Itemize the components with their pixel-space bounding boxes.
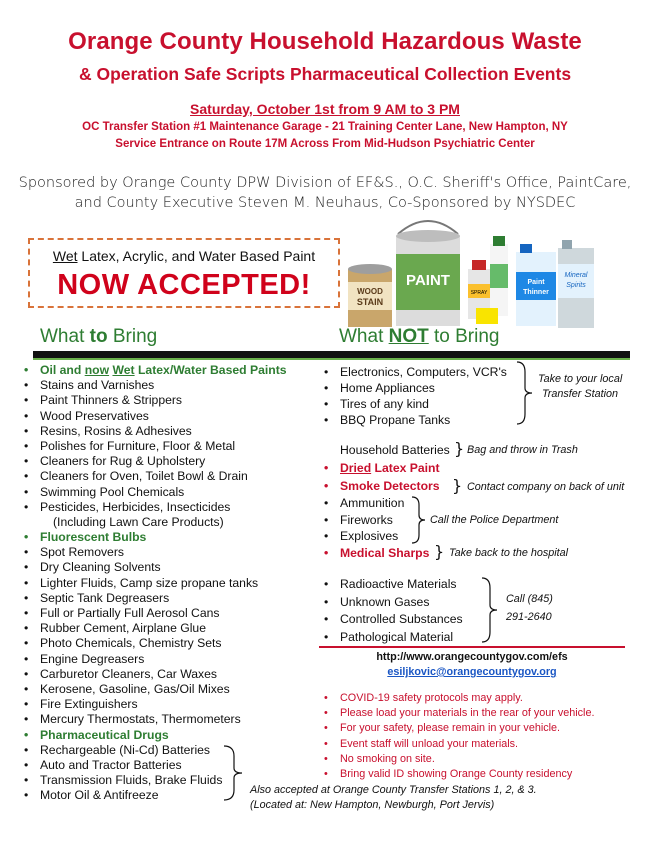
- list-item: • Mercury Thermostats, Thermometers: [21, 712, 287, 727]
- page-subtitle: & Operation Safe Scripts Pharmaceutical Collection Events: [78, 64, 572, 84]
- transfer-note-a: Take to your local: [538, 373, 623, 385]
- transfer-note-b: Transfer Station: [542, 388, 619, 400]
- paint-types-text: Latex, Acrylic, and Water Based Paint: [77, 248, 316, 264]
- list-item: • Stains and Varnishes: [21, 378, 287, 393]
- spray-can-icon: [468, 236, 508, 324]
- notbring-heading-a: What: [339, 326, 389, 347]
- list-item: • Explosives: [321, 528, 404, 545]
- brace-icon: [515, 360, 535, 426]
- list-item: • Paint Thinners & Strippers: [21, 393, 287, 408]
- bring-heading-b: to: [89, 326, 108, 347]
- event-entrance: Service Entrance on Route 17M Across From Mid-Hudson Psychiatric Center: [115, 138, 535, 150]
- sponsors: [10, 173, 640, 213]
- list-item: • Auto and Tractor Batteries: [21, 758, 287, 773]
- list-item: • Bring valid ID showing Orange County residency: [321, 767, 594, 782]
- batteries-note: Bag and throw in Trash: [467, 444, 578, 456]
- list-item: • Septic Tank Degreasers: [21, 591, 287, 606]
- stain-label-b: STAIN: [356, 297, 384, 307]
- list-item: • Photo Chemicals, Chemistry Sets: [21, 636, 287, 651]
- brace-icon: [480, 576, 500, 644]
- sponsors-line-1: Sponsored by Orange County DPW Division of EF&S., O.C. Sheriff's Office, PaintCare,: [18, 175, 632, 191]
- notbring-heading-c: to Bring: [428, 326, 500, 347]
- list-item-sub: (Including Lawn Care Products): [53, 514, 224, 529]
- list-item: • Radioactive Materials: [321, 576, 463, 594]
- list-item: • Smoke Detectors: [321, 479, 440, 494]
- call-note-b: 291-2640: [506, 611, 552, 623]
- paint-can-icon: [396, 221, 460, 326]
- thinner-label-b: Thinner: [523, 289, 549, 296]
- paint-types: [30, 248, 338, 264]
- thinner-label-a: Paint: [527, 279, 545, 286]
- list-item: • Carburetor Cleaners, Car Waxes: [21, 667, 287, 682]
- list-item: • Please load your materials in the rear of your vehicle.: [321, 706, 594, 721]
- call-note-a: Call (845): [506, 593, 553, 605]
- not-bring-red-1: [321, 461, 440, 476]
- list-item: • Oil and now Wet Latex/Water Based Paints: [21, 363, 287, 378]
- bring-heading-a: What: [40, 326, 90, 347]
- brace-icon: }: [434, 542, 445, 561]
- list-item: • Tires of any kind: [321, 396, 507, 412]
- mineral-spirits-can-icon: [558, 240, 594, 328]
- stain-can-icon: [348, 264, 392, 327]
- list-item: • Spot Removers: [21, 545, 287, 560]
- list-item: • Unknown Gases: [321, 594, 463, 612]
- list-item: • Kerosene, Gasoline, Gas/Oil Mixes: [21, 682, 287, 697]
- list-item: • Pesticides, Herbicides, Insecticides: [21, 500, 287, 515]
- list-item: • Dry Cleaning Solvents: [21, 560, 287, 575]
- spirits-label-a: Mineral: [564, 272, 588, 279]
- list-item: • Medical Sharps: [321, 546, 429, 561]
- also-accepted-line-2: (Located at: New Hampton, Newburgh, Port Jervis): [250, 799, 495, 811]
- not-bring-group-3: [321, 495, 404, 545]
- what-not-to-bring-heading: [339, 326, 500, 348]
- list-item: • Cleaners for Oven, Toilet Bowl & Drain: [21, 469, 287, 484]
- stain-label-a: WOOD: [357, 287, 383, 296]
- event-date: Saturday, October 1st from 9 AM to 3 PM: [190, 101, 460, 117]
- list-item: • Rubber Cement, Airplane Glue: [21, 621, 287, 636]
- list-item: • Transmission Fluids, Brake Fluids: [21, 773, 287, 788]
- list-item: • Lighter Fluids, Camp size propane tanks: [21, 576, 287, 591]
- notbring-heading-b: NOT: [388, 326, 429, 347]
- paint-label: PAINT: [406, 272, 450, 289]
- list-item: • Resins, Rosins & Adhesives: [21, 424, 287, 439]
- list-item: • Home Appliances: [321, 380, 507, 396]
- list-item: • Wood Preservatives: [21, 409, 287, 424]
- list-item: • Pathological Material: [321, 629, 463, 647]
- list-item: • No smoking on site.: [321, 752, 594, 767]
- thinner-can-icon: [516, 244, 556, 326]
- list-item: • Fluorescent Bulbs: [21, 530, 287, 545]
- list-item: • For your safety, please remain in your vehicle.: [321, 721, 594, 736]
- sponsors-line-2: and County Executive Steven M. Neuhaus, Co-Sponsored by NYSDEC: [74, 195, 576, 211]
- list-item: • BBQ Propane Tanks: [321, 412, 507, 428]
- page-title: Orange County Household Hazardous Waste: [68, 28, 582, 55]
- website-link[interactable]: http://www.orangecountygov.com/efs: [376, 651, 568, 663]
- spray-label: SPRAY: [470, 290, 488, 296]
- event-notes: [321, 691, 594, 782]
- not-bring-red-2: [321, 479, 440, 494]
- list-item: • Polishes for Furniture, Floor & Metal: [21, 439, 287, 454]
- now-accepted: NOW ACCEPTED!: [57, 269, 311, 301]
- list-item: • Motor Oil & Antifreeze: [21, 788, 287, 803]
- list-item: • Fireworks: [321, 512, 404, 529]
- wet-word: Wet: [52, 248, 78, 264]
- also-accepted-line-1: Also accepted at Orange County Transfer Stations 1, 2, & 3.: [250, 784, 537, 796]
- brace-icon: }: [454, 439, 465, 458]
- list-item: • Dried Latex Paint: [321, 461, 440, 476]
- brace-icon: }: [452, 476, 463, 495]
- list-item: • Engine Degreasers: [21, 652, 287, 667]
- list-item: • Electronics, Computers, VCR's: [321, 364, 507, 380]
- brace-icon: [222, 744, 246, 802]
- list-item: • Swimming Pool Chemicals: [21, 485, 287, 500]
- list-item: • Full or Partially Full Aerosol Cans: [21, 606, 287, 621]
- list-item: • Event staff will unload your materials.: [321, 737, 594, 752]
- list-item: • Fire Extinguishers: [21, 697, 287, 712]
- brace-icon: [410, 495, 428, 545]
- spirits-label-b: Spirits: [566, 282, 586, 289]
- not-bring-group-1: [321, 364, 507, 428]
- paint-products-image: [340, 214, 595, 332]
- not-bring-group-4: [321, 576, 463, 646]
- section-divider-bar: [33, 351, 630, 360]
- red-divider: [319, 646, 625, 648]
- event-location: OC Transfer Station #1 Maintenance Garage - 21 Training Center Lane, New Hampton, NY: [82, 121, 568, 133]
- smoke-note: Contact company on back of unit: [467, 481, 625, 493]
- sharps-note: Take back to the hospital: [449, 547, 569, 559]
- police-note: Call the Police Department: [430, 514, 559, 526]
- list-item: • COVID-19 safety protocols may apply.: [321, 691, 594, 706]
- bring-list: [21, 363, 287, 803]
- what-to-bring-heading: [40, 326, 157, 348]
- list-item: • Controlled Substances: [321, 611, 463, 629]
- list-item: • Cleaners for Rug & Upholstery: [21, 454, 287, 469]
- email-link[interactable]: esiljkovic@orangecountygov.org: [387, 666, 557, 678]
- not-bring-red-3: [321, 546, 429, 561]
- list-item: • Ammunition: [321, 495, 404, 512]
- list-item: • Rechargeable (Ni-Cd) Batteries: [21, 743, 287, 758]
- batteries-item: Household Batteries: [340, 443, 450, 457]
- list-item: • Pharmaceutical Drugs: [21, 728, 287, 743]
- paint-accepted-box: [28, 238, 340, 308]
- bring-heading-c: Bring: [107, 326, 158, 347]
